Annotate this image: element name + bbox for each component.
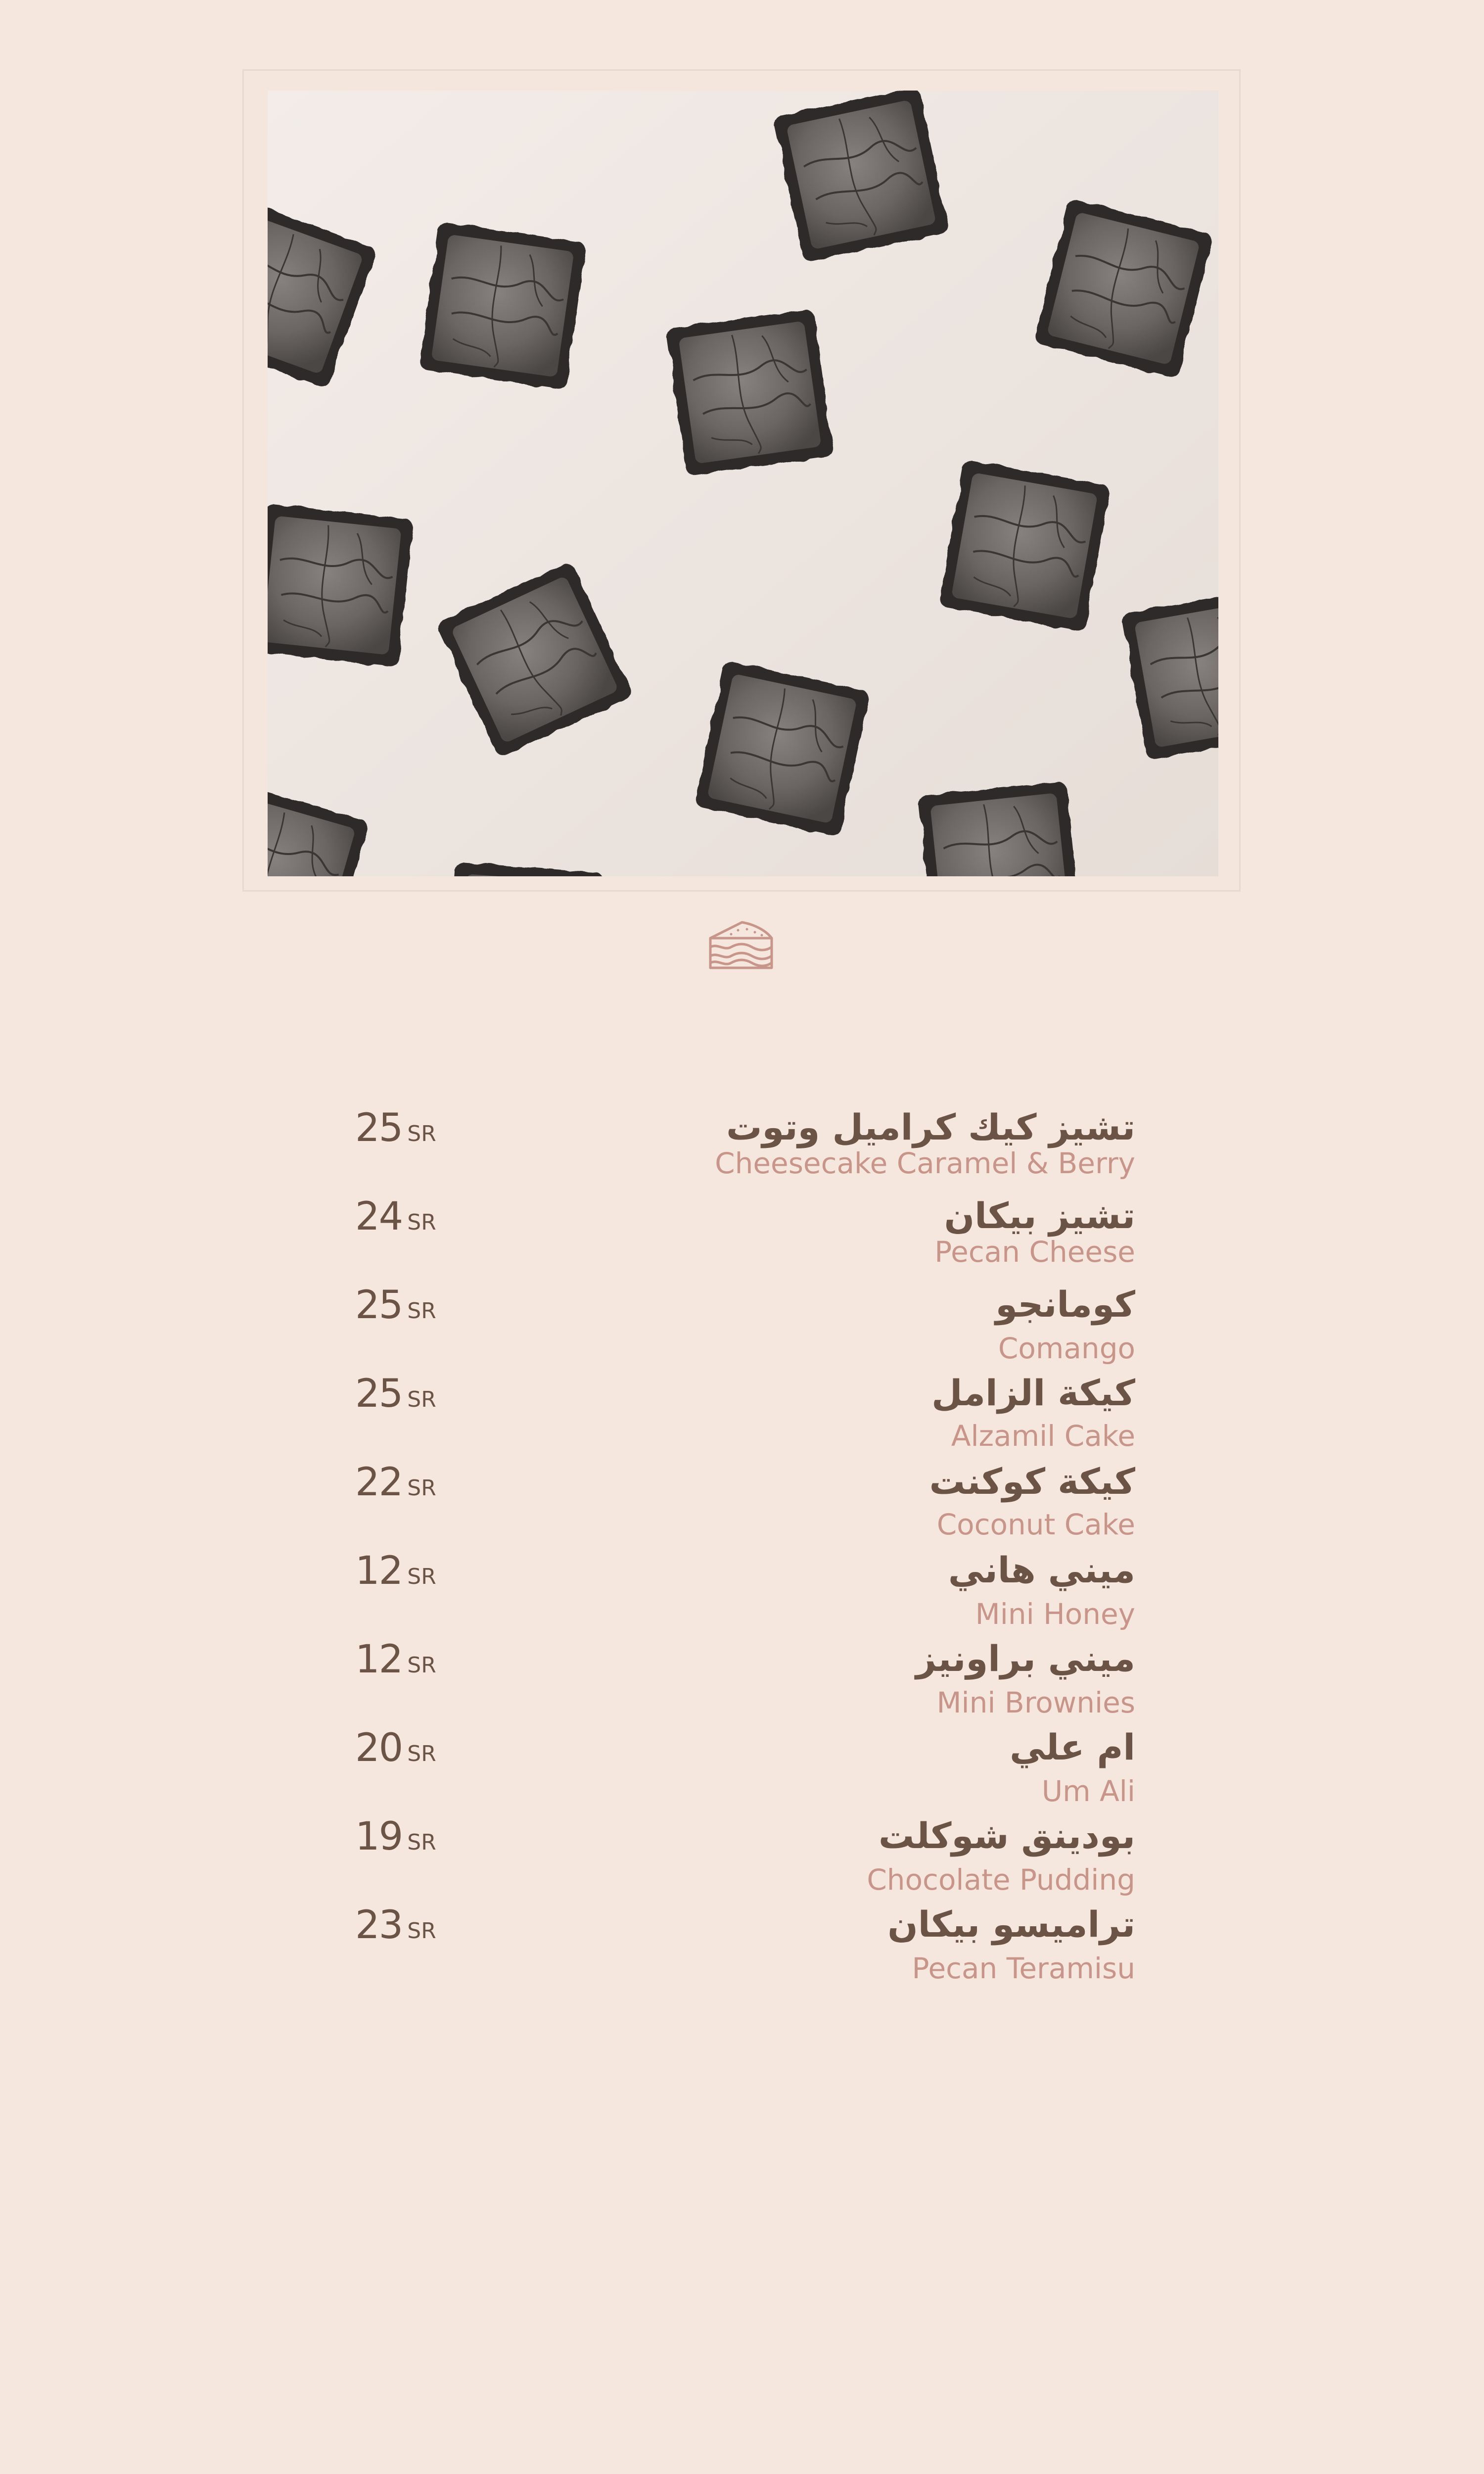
price-currency: SR (407, 1298, 436, 1324)
item-name-english: Pecan Cheese (934, 1235, 1135, 1269)
item-name-arabic: ام علي (1010, 1726, 1135, 1768)
item-price (355, 1903, 436, 1948)
menu-item (0, 1285, 1484, 1373)
price-currency: SR (407, 1653, 436, 1678)
price-value: 12 (355, 1549, 403, 1593)
item-price (355, 1637, 436, 1682)
item-name-arabic: ميني هاني (948, 1549, 1135, 1591)
item-name-arabic: كومانجو (995, 1284, 1135, 1325)
item-name-arabic: تشيز كيك كراميل وتوت (726, 1106, 1135, 1148)
price-value: 25 (355, 1283, 403, 1328)
item-name-arabic: بودينق شوكلت (879, 1815, 1135, 1856)
price-currency: SR (407, 1564, 436, 1589)
item-price (355, 1551, 436, 1591)
menu-item (0, 1727, 1484, 1815)
item-price (355, 1194, 436, 1239)
item-price (355, 1814, 436, 1859)
item-price (355, 1108, 436, 1148)
price-currency: SR (407, 1741, 436, 1766)
price-currency: SR (407, 1121, 436, 1146)
price-currency: SR (407, 1475, 436, 1501)
menu-item (0, 1816, 1484, 1904)
item-name-arabic: تشيز بيكان (944, 1195, 1135, 1237)
menu-item (0, 1904, 1484, 1993)
menu-item (0, 1373, 1484, 1461)
price-value: 12 (355, 1637, 403, 1682)
price-currency: SR (407, 1387, 436, 1412)
item-name-english: Mini Brownies (936, 1686, 1135, 1719)
item-name-english: Comango (998, 1332, 1135, 1365)
menu-item (0, 1107, 1484, 1195)
price-value: 19 (355, 1814, 403, 1859)
price-value: 23 (355, 1903, 403, 1948)
menu-item (0, 1550, 1484, 1638)
price-value: 25 (355, 1372, 403, 1416)
item-name-english: Chocolate Pudding (867, 1863, 1135, 1897)
item-name-english: Alzamil Cake (951, 1419, 1135, 1453)
item-price (355, 1283, 436, 1328)
item-name-arabic: كيكة كوكنت (929, 1461, 1135, 1502)
item-name-arabic: كيكة الزامل (931, 1372, 1135, 1414)
menu-item (0, 1196, 1484, 1284)
price-value: 22 (355, 1460, 403, 1505)
item-name-english: Um Ali (1041, 1774, 1135, 1808)
item-name-arabic: تراميسو بيكان (887, 1903, 1135, 1945)
item-name-english: Pecan Teramisu (912, 1951, 1135, 1985)
item-name-english: Cheesecake Caramel & Berry (715, 1146, 1135, 1180)
item-price (355, 1728, 436, 1768)
price-currency: SR (407, 1918, 436, 1944)
price-value: 24 (355, 1194, 403, 1239)
item-price (355, 1374, 436, 1414)
item-price (355, 1460, 436, 1505)
price-value: 25 (355, 1106, 403, 1150)
price-currency: SR (407, 1830, 436, 1855)
item-name-arabic: ميني براونيز (916, 1638, 1135, 1679)
menu-item (0, 1639, 1484, 1727)
item-name-english: Coconut Cake (936, 1508, 1135, 1541)
price-value: 20 (355, 1726, 403, 1770)
menu-item (0, 1462, 1484, 1550)
item-name-english: Mini Honey (975, 1597, 1135, 1631)
price-currency: SR (407, 1210, 436, 1235)
